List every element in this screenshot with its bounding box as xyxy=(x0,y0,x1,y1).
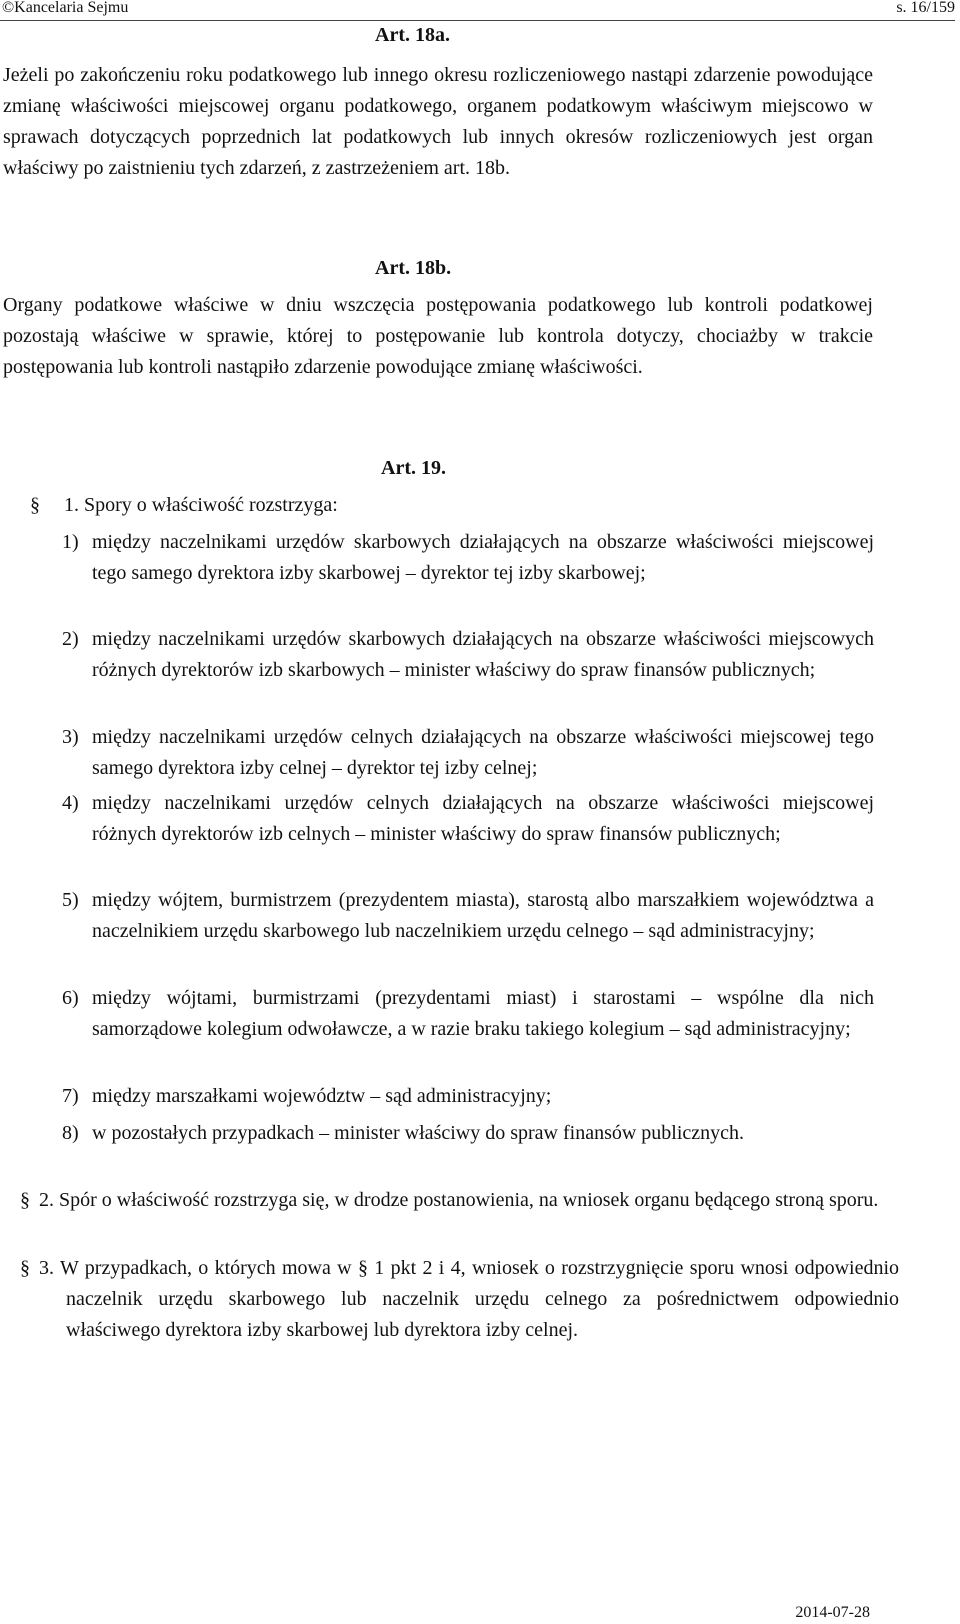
publisher-label: ©Kancelaria Sejmu xyxy=(2,0,129,16)
item-text: między naczelnikami urzędów celnych działających na obszarze właściwości miejscowej różnych dyrektorów izb celnych – minister właściwy do spraw finansów publicznych; xyxy=(92,792,874,845)
list-item xyxy=(62,527,874,589)
footer-date: 2014-07-28 xyxy=(795,1604,870,1621)
item-number: 8) xyxy=(62,1122,79,1144)
list-item xyxy=(62,983,874,1045)
art-18b-heading: Art. 18b. xyxy=(375,257,452,279)
section-3-sign: § xyxy=(20,1257,30,1279)
item-number: 1) xyxy=(62,531,79,553)
list-item xyxy=(62,1118,874,1149)
page-header xyxy=(0,0,955,21)
list-item xyxy=(62,1081,874,1112)
item-text: między naczelnikami urzędów skarbowych działających na obszarze właściwości miejscowych różnych dyrektorów izb skarbowych – minister właściwy do spraw finansów publicznych; xyxy=(92,628,874,681)
item-text: między naczelnikami urzędów skarbowych działających na obszarze właściwości miejscowej tego samego dyrektora izby skarbowej – dyrektor tej izby skarbowej; xyxy=(92,531,874,584)
art-18a-heading: Art. 18a. xyxy=(375,24,450,46)
list-item xyxy=(62,722,874,784)
section-1-intro: 1. Spory o właściwość rozstrzyga: xyxy=(64,494,338,516)
item-number: 2) xyxy=(62,628,79,650)
section-2-text: 2. Spór o właściwość rozstrzyga się, w drodze postanowienia, na wniosek organu będącego stroną sporu. xyxy=(39,1189,879,1211)
item-number: 4) xyxy=(62,792,79,814)
section-1-sign: § xyxy=(30,494,40,516)
art-18a-text: Jeżeli po zakończeniu roku podatkowego lub innego okresu rozliczeniowego nastąpi zdarzenie powodujące zmianę właściwości miejscowej organu podatkowego, organem podatkowym właściwym miejscowo w sprawach dotyczących poprzednich lat podatkowych lub innych okresów rozliczeniowych jest organ właściwy po zaistnieniu tych zdarzeń, z zastrzeżeniem art. 18b. xyxy=(3,64,873,179)
item-text: między wójtami, burmistrzami (prezydentami miast) i starostami – wspólne dla nich samorządowe kolegium odwoławcze, a w razie braku takiego kolegium – sąd administracyjny; xyxy=(92,987,874,1040)
item-text: w pozostałych przypadkach – minister właściwy do spraw finansów publicznych. xyxy=(92,1122,745,1144)
item-number: 3) xyxy=(62,726,79,748)
list-item xyxy=(62,885,874,947)
art-19-heading: Art. 19. xyxy=(381,457,446,479)
item-number: 6) xyxy=(62,987,79,1009)
item-text: między marszałkami województw – sąd administracyjny; xyxy=(92,1085,552,1107)
list-item xyxy=(62,624,874,686)
section-2-sign: § xyxy=(20,1189,30,1211)
section-3-text: 3. W przypadkach, o których mowa w § 1 pkt 2 i 4, wniosek o rozstrzygnięcie sporu wnosi odpowiednio naczelnik urzędu skarbowego lub naczelnik urzędu celnego za pośrednictwem odpowiednio właściwego dyrektora izby skarbowej lub dyrektora izby celnej. xyxy=(39,1257,899,1341)
art-18b-text: Organy podatkowe właściwe w dniu wszczęcia postępowania podatkowego lub kontroli podatkowej pozostają właściwe w sprawie, której to postępowanie lub kontrola dotyczy, chociażby w trakcie postępowania lub kontroli nastąpiło zdarzenie powodujące zmianę właściwości. xyxy=(3,294,873,378)
list-item xyxy=(62,788,874,850)
item-text: między naczelnikami urzędów celnych działających na obszarze właściwości miejscowej tego samego dyrektora izby celnej – dyrektor tej izby celnej; xyxy=(92,726,874,779)
item-number: 5) xyxy=(62,889,79,911)
item-text: między wójtem, burmistrzem (prezydentem miasta), starostą albo marszałkiem województwa a naczelnikiem urzędu skarbowego lub naczelnikiem urzędu celnego – sąd administracyjny; xyxy=(92,889,874,942)
page-number: s. 16/159 xyxy=(896,0,955,16)
item-number: 7) xyxy=(62,1085,79,1107)
